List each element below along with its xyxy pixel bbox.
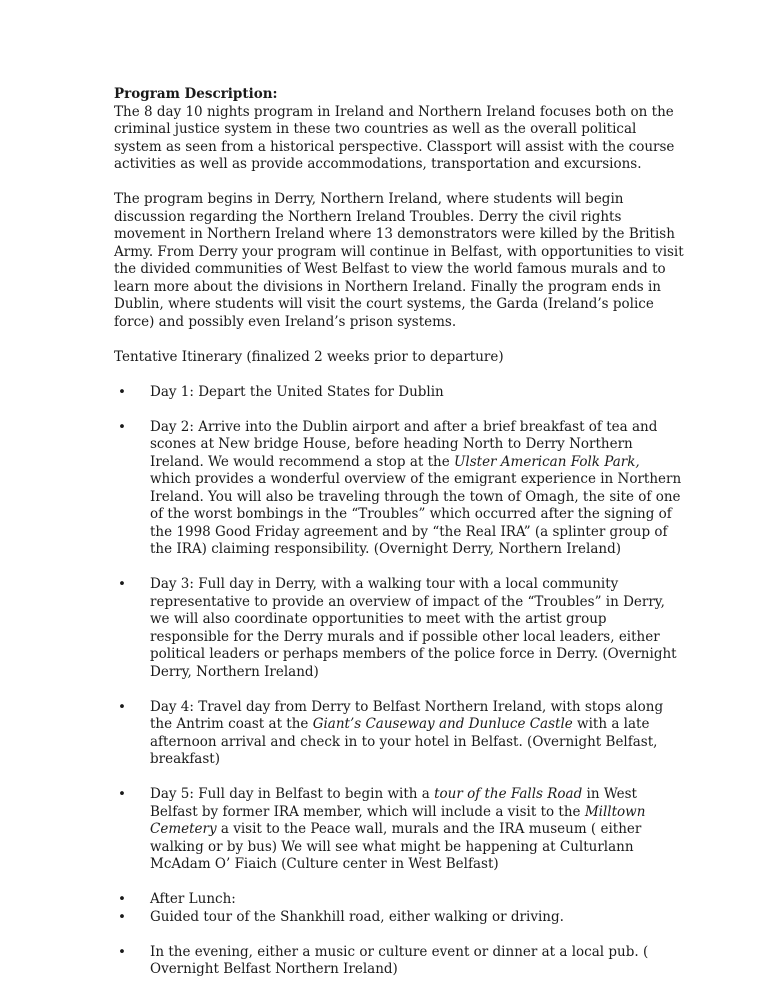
program-description-heading: Program Description: — [114, 86, 278, 102]
milltown-cemetery: Milltown Cemetery — [150, 803, 646, 837]
falls-road-tour: tour of the Falls Road — [434, 786, 583, 802]
itinerary-day-1: • Day 1: Depart the United States for Dublin — [114, 384, 684, 402]
itinerary-shankhill: • Guided tour of the Shankhill road, either walking or driving. — [114, 909, 684, 927]
itinerary-intro: Tentative Itinerary (finalized 2 weeks prior to departure) — [114, 348, 504, 365]
itinerary-day-4: • Day 4: Travel day from Derry to Belfast Northern Ireland, with stops along the Antrim coast at the Giant’s Causeway and Dunluce Castle with a late afternoon arrival and check in to your hotel in Belfast. (Overnight Belfast, breakfast) — [114, 699, 684, 769]
itinerary-list — [114, 384, 684, 979]
itinerary-day-5: • Day 5: Full day in Belfast to begin with a tour of the Falls Road in West Belfast by former IRA member, which will include a visit to the Milltown Cemetery a visit to the Peace wall, murals and the IRA museum ( either walking or by bus) We will see what might be happening at Culturlann McAdam O’ Fiaich (Culture center in West Belfast) — [114, 786, 684, 874]
itinerary-evening: • In the evening, either a music or culture event or dinner at a local pub. ( Overnight Belfast Northern Ireland) — [114, 944, 684, 979]
ulster-american-folk-park: Ulster American Folk Park, — [454, 453, 640, 470]
program-description-paragraph: The 8 day 10 nights program in Ireland and Northern Ireland focuses both on the criminal justice system in these two countries as well as the overall political system as seen from a historical perspective. Classport will assist with the course activities as well as provide accommodations, transportation and excursions. — [114, 103, 675, 172]
itinerary-day-2: • Day 2: Arrive into the Dublin airport and after a brief breakfast of tea and scones at New bridge House, before heading North to Derry Northern Ireland. We would recommend a stop at the Ulster American Folk Park, which provides a wonderful overview of the emigrant experience in Northern Ireland. You will also be traveling through the town of Omagh, the site of one of the worst bombings in the “Troubles” which occurred after the signing of the 1998 Good Friday agreement and by “the Real IRA” (a splinter group of the IRA) claiming responsibility. (Overnight Derry, Northern Ireland) — [114, 419, 684, 559]
itinerary-after-lunch: • After Lunch: — [114, 891, 684, 909]
itinerary-day-3: • Day 3: Full day in Derry, with a walking tour with a local community representative to provide an overview of impact of the “Troubles” in Derry, we will also coordinate opportunities to meet with the artist group responsible for the Derry murals and if possible other local leaders, either political leaders or perhaps members of the police force in Derry. (Overnight Derry, Northern Ireland) — [114, 576, 684, 681]
giants-causeway: Giant’s Causeway and Dunluce Castle — [312, 716, 573, 732]
program-overview-paragraph: The program begins in Derry, Northern Ireland, where students will begin discussion regarding the Northern Ireland Troubles. Derry the civil rights movement in Northern Ireland where 13 demonstrators were killed by the British Army. From Derry your program will continue in Belfast, with opportunities to visit the divided communities of West Belfast to view the world famous murals and to learn more about the divisions in Northern Ireland. Finally the program ends in Dublin, where students will visit the court systems, the Garda (Ireland’s police force) and possibly even Ireland’s prison systems. — [114, 191, 684, 330]
